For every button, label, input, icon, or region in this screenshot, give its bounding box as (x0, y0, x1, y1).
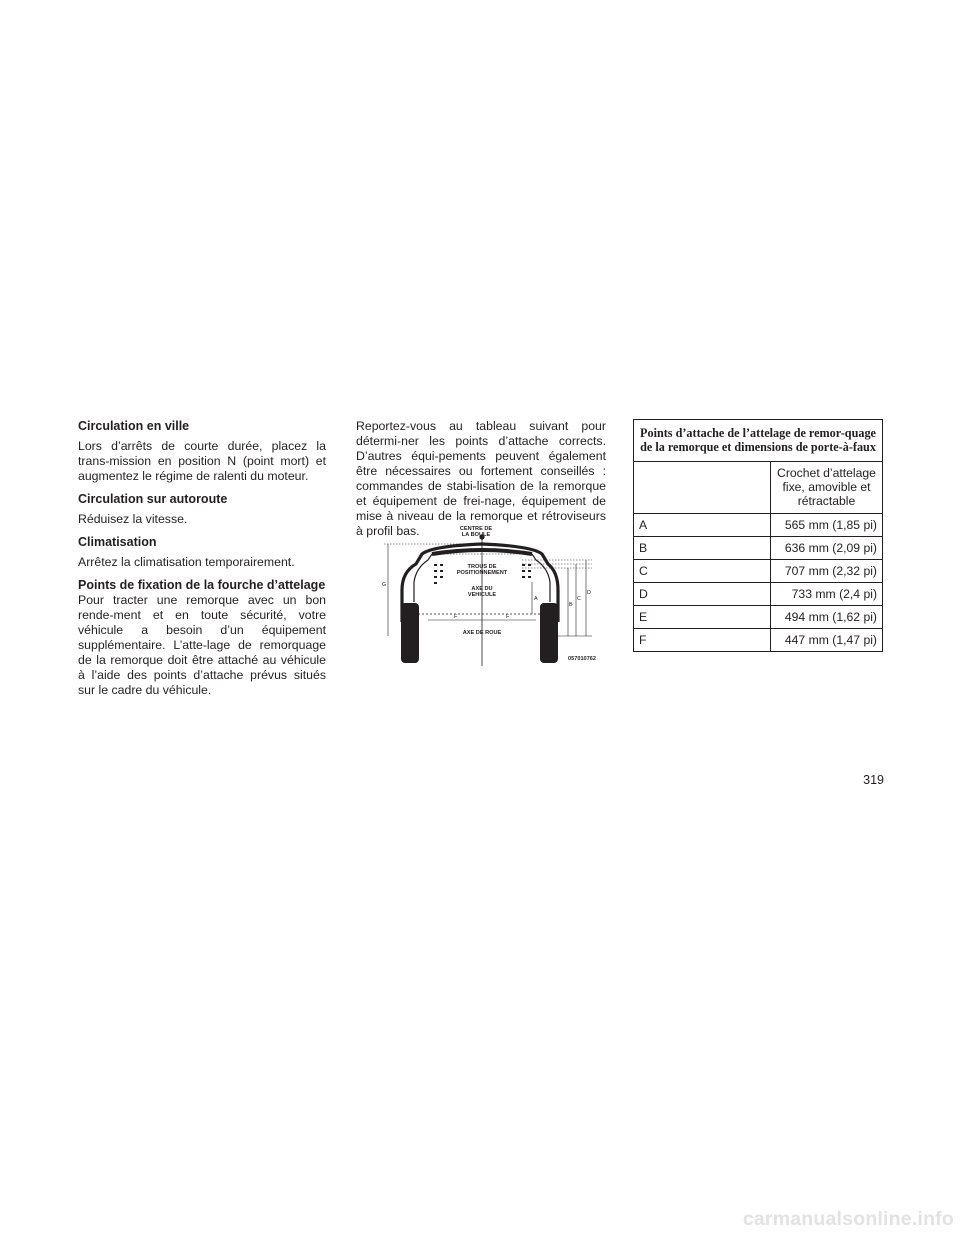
vehicle-axis-label-1: AXE DU (471, 586, 493, 592)
ball-center-label-1: CENTRE DE (459, 526, 493, 532)
table-row-value: 565 mm (1,85 pi) (771, 514, 883, 537)
table-row-value: 707 mm (2,32 pi) (771, 560, 883, 583)
table-row (634, 514, 883, 537)
table-title: Points d’attache de l’attelage de remor-quage de la remorque et dimensions de porte-à-faux (634, 420, 883, 462)
hitch-mount-text: Pour tracter une remorque avec un bon rende-ment et en toute sécurité, votre véhicule a besoin d’un équipement supplémentaire. L’atte-lage de remorquage de la remorque doit être attaché au véhicule à l’aide des points d’attache prévus situés sur le cadre du véhicule. (78, 593, 326, 697)
city-driving-heading: Circulation en ville (78, 419, 190, 433)
table-row-key: A (634, 514, 771, 537)
dim-letter-a: A (534, 596, 538, 602)
dim-letter-f-left: F (454, 614, 458, 620)
table-row (634, 629, 883, 652)
highway-driving-heading: Circulation sur autoroute (78, 492, 228, 506)
left-wheel (401, 603, 419, 663)
table-row-key: D (634, 583, 771, 606)
page-number: 319 (863, 773, 884, 787)
ball-center-label-2: LA BOULE (461, 532, 491, 538)
table-row-value: 636 mm (2,09 pi) (771, 537, 883, 560)
dim-letter-g: G (382, 582, 387, 588)
table-row (634, 583, 883, 606)
dim-letter-d: D (587, 590, 591, 596)
positioning-holes-right (522, 564, 531, 578)
highway-driving-text: Réduisez la vitesse. (78, 512, 188, 526)
hitch-diagram (372, 524, 608, 668)
table-row-key: C (634, 560, 771, 583)
frame-outline (402, 544, 558, 622)
vehicle-axis-label-2: VEHICULE (467, 592, 497, 598)
watermark: carmanualsonline.info (742, 1208, 954, 1230)
table-row (634, 537, 883, 560)
right-column (633, 419, 883, 652)
reference-text: Reportez-vous au tableau suivant pour détermi-ner les points d’attache corrects. D’autres équi-pements peuvent également être nécessaires ou fortement conseillés : commandes de stabi-lisation de la remorque et équipement de frei-nage, équipement de mise à niveau de la remorque et rétroviseurs à profil bas. (356, 419, 606, 538)
table-row-value: 447 mm (1,47 pi) (771, 629, 883, 652)
hitch-mount-heading: Points de fixation de la fourche d’attelage (78, 578, 326, 592)
table-row (634, 606, 883, 629)
positioning-holes-left (434, 564, 443, 584)
dim-letter-c: C (577, 596, 581, 602)
table-row-value: 733 mm (2,4 pi) (771, 583, 883, 606)
table-row-key: F (634, 629, 771, 652)
right-wheel (540, 603, 558, 663)
dim-letter-b: B (569, 602, 573, 608)
air-conditioning-heading: Climatisation (78, 535, 157, 549)
table-row-key: B (634, 537, 771, 560)
left-column (78, 419, 326, 706)
table-row-key: E (634, 606, 771, 629)
dim-letter-f-right: F (506, 614, 510, 620)
wheel-axis-label: AXE DE ROUE (462, 630, 502, 636)
air-conditioning-text: Arrêtez la climatisation temporairement. (78, 555, 295, 569)
table-row (634, 560, 883, 583)
hitch-diagram-svg (372, 524, 608, 668)
table-row-value: 494 mm (1,62 pi) (771, 606, 883, 629)
hitch-dimensions-table (633, 419, 883, 652)
table-header-empty (634, 462, 771, 514)
positioning-holes-label-2: POSITIONNEMENT (456, 570, 508, 576)
diagram-code: 057010762 (568, 656, 596, 662)
positioning-holes-label-1: TROUS DE (467, 564, 497, 570)
city-driving-text: Lors d’arrêts de courte durée, placez la trans-mission en position N (point mort) et augmentez le régime de ralenti du moteur. (78, 439, 326, 483)
table-header-value: Crochet d’attelage fixe, amovible et rétractable (771, 462, 883, 514)
